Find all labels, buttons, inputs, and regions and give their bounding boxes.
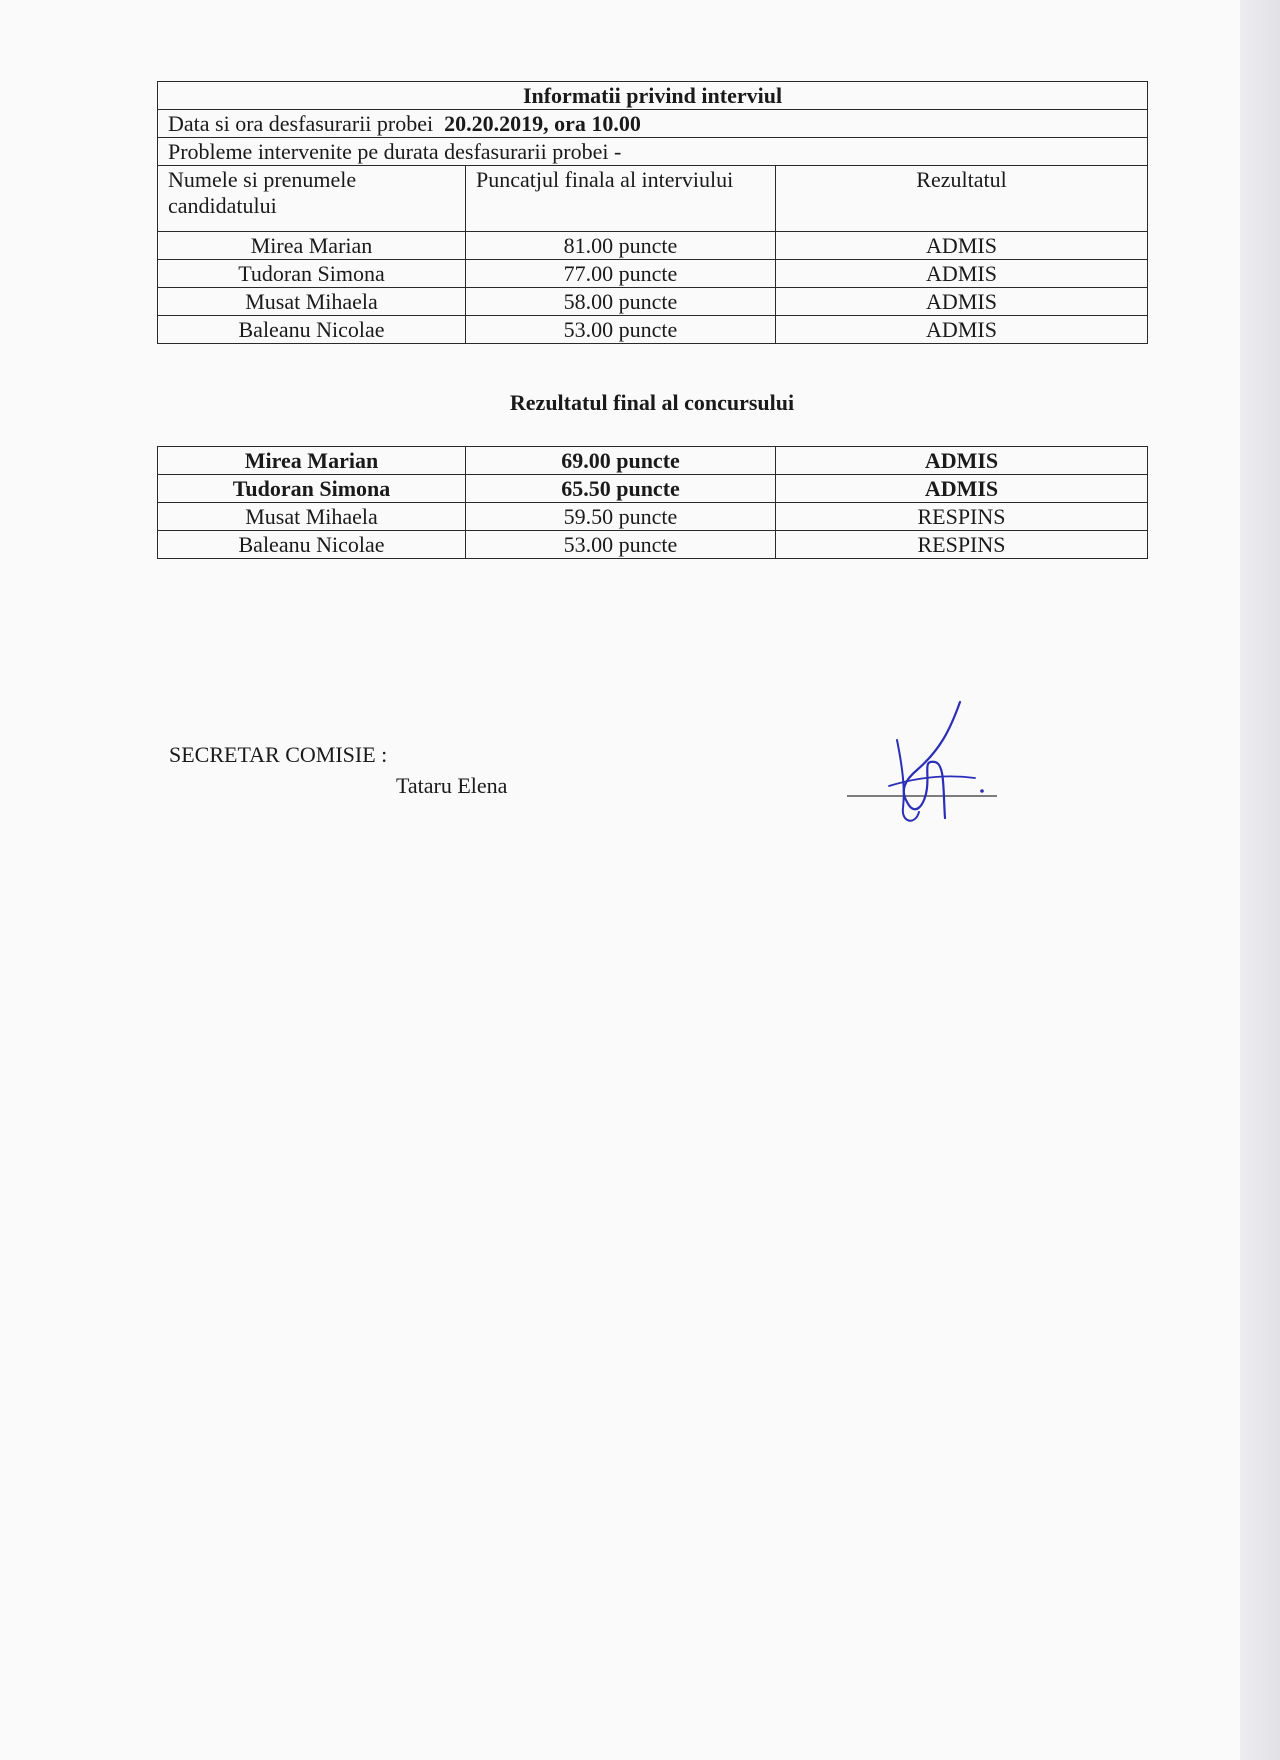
candidate-name: Tudoran Simona bbox=[158, 475, 466, 503]
column-header-result: Rezultatul bbox=[776, 166, 1148, 232]
problems-row bbox=[158, 138, 1148, 166]
date-row bbox=[158, 110, 1148, 138]
signature-stroke bbox=[904, 702, 960, 818]
candidate-name: Mirea Marian bbox=[158, 232, 466, 260]
table-row bbox=[158, 232, 1148, 260]
candidate-name: Tudoran Simona bbox=[158, 260, 466, 288]
candidate-result: ADMIS bbox=[776, 288, 1148, 316]
interview-info-table bbox=[157, 81, 1148, 344]
candidate-name: Baleanu Nicolae bbox=[158, 316, 466, 344]
candidate-result: ADMIS bbox=[776, 232, 1148, 260]
candidate-score: 77.00 puncte bbox=[466, 260, 776, 288]
interview-table-title: Informatii privind interviul bbox=[158, 82, 1148, 110]
candidate-name: Musat Mihaela bbox=[158, 503, 466, 531]
table-row bbox=[158, 447, 1148, 475]
column-header-score: Puncatjul finala al interviului bbox=[466, 166, 776, 232]
candidate-name: Musat Mihaela bbox=[158, 288, 466, 316]
candidate-result: ADMIS bbox=[776, 316, 1148, 344]
candidate-score: 65.50 puncte bbox=[466, 475, 776, 503]
candidate-result: ADMIS bbox=[776, 447, 1148, 475]
candidate-name: Mirea Marian bbox=[158, 447, 466, 475]
secretary-name: Tataru Elena bbox=[396, 773, 508, 798]
candidate-result: RESPINS bbox=[776, 503, 1148, 531]
scan-edge-shadow bbox=[1240, 0, 1280, 1760]
final-results-table bbox=[157, 446, 1148, 559]
candidate-score: 53.00 puncte bbox=[466, 316, 776, 344]
interview-header-row bbox=[158, 166, 1148, 232]
table-row bbox=[158, 288, 1148, 316]
candidate-result: ADMIS bbox=[776, 475, 1148, 503]
date-cell bbox=[158, 110, 1148, 138]
candidate-score: 53.00 puncte bbox=[466, 531, 776, 559]
candidate-score: 58.00 puncte bbox=[466, 288, 776, 316]
candidate-result: RESPINS bbox=[776, 531, 1148, 559]
date-label: Data si ora desfasurarii probei bbox=[168, 111, 434, 136]
problems-cell: Probleme intervenite pe durata desfasurarii probei - bbox=[158, 138, 1148, 166]
table-row bbox=[158, 316, 1148, 344]
date-value: 20.20.2019, ora 10.00 bbox=[444, 111, 641, 136]
candidate-score: 59.50 puncte bbox=[466, 503, 776, 531]
table-row bbox=[158, 503, 1148, 531]
candidate-score: 81.00 puncte bbox=[466, 232, 776, 260]
table-row bbox=[158, 260, 1148, 288]
table-row bbox=[158, 475, 1148, 503]
secretary-role-label: SECRETAR COMISIE : bbox=[169, 742, 388, 767]
handwritten-signature bbox=[845, 700, 1005, 830]
table-row bbox=[158, 531, 1148, 559]
final-results-title: Rezultatul final al concursului bbox=[509, 390, 795, 415]
candidate-result: ADMIS bbox=[776, 260, 1148, 288]
signature-dot bbox=[980, 789, 984, 793]
column-header-name: Numele si prenumele candidatului bbox=[158, 166, 466, 232]
candidate-name: Baleanu Nicolae bbox=[158, 531, 466, 559]
candidate-score: 69.00 puncte bbox=[466, 447, 776, 475]
interview-title-row bbox=[158, 82, 1148, 110]
